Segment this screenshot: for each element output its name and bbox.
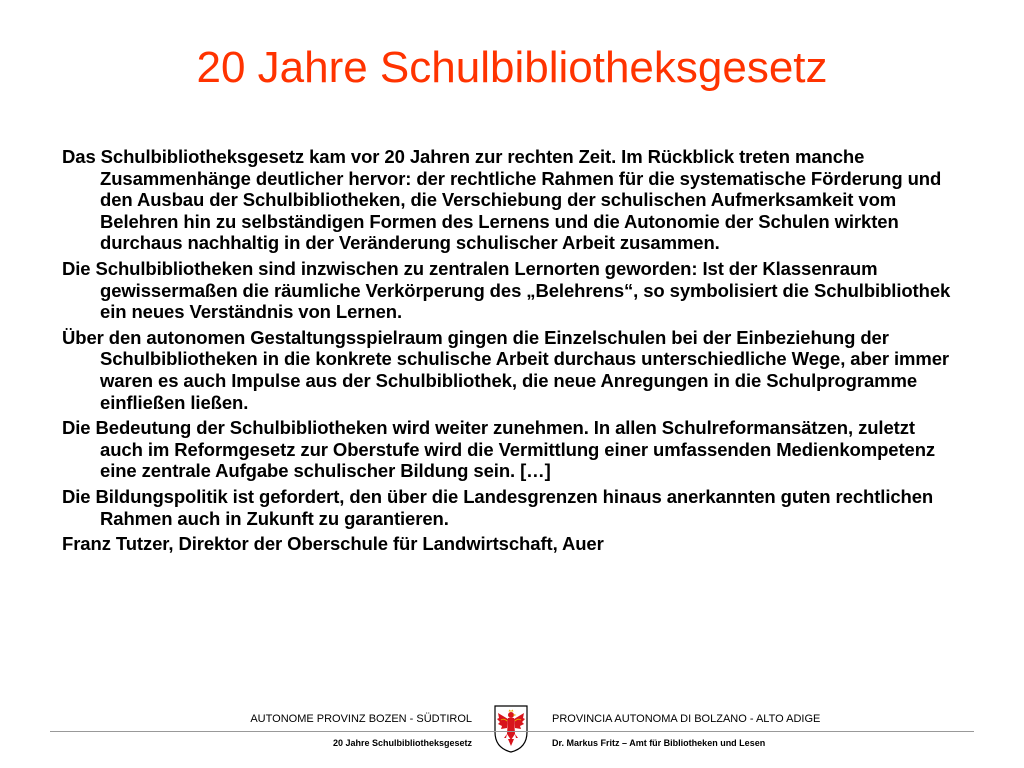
- paragraph: Die Bildungspolitik ist gefordert, den über die Landesgrenzen hinaus anerkannten guten rechtlichen Rahmen auch in Zukunft zu garantieren.: [62, 485, 934, 529]
- footer-divider: [50, 731, 974, 732]
- footer-presentation-title: 20 Jahre Schulbibliotheksgesetz: [332, 738, 472, 748]
- signature-line: Franz Tutzer, Direktor der Oberschule für Landwirtschaft, Auer: [62, 533, 604, 555]
- paragraph: Die Bedeutung der Schulbibliotheken wird weiter zunehmen. In allen Schulreformansätzen, zuletzt auch im Reformgesetz zur Oberstufe wird die Vermittlung einer umfassenden Medienkompetenz eine zentrale Aufgabe schulischer Bildung sein. […]: [62, 417, 936, 482]
- paragraph: Über den autonomen Gestaltungsspielraum gingen die Einzelschulen bei der Einbeziehung der Schulbibliotheken in die konkrete schulische Arbeit durchaus unterschiedliche Wege, aber immer waren es auch Impulse aus der Schulbibliothek, die neue Anregungen in die Schulprogramme einfließen ließen.: [62, 326, 950, 413]
- footer-author: Dr. Markus Fritz – Amt für Bibliotheken und Lesen: [552, 738, 766, 748]
- footer-province-italian: PROVINCIA AUTONOMA DI BOLZANO - ALTO ADIGE: [552, 713, 821, 725]
- south-tyrol-eagle-coat-of-arms-icon: [493, 704, 529, 754]
- slide-title: 20 Jahre Schulbibliotheksgesetz: [196, 43, 828, 92]
- paragraph: Das Schulbibliotheksgesetz kam vor 20 Jahren zur rechten Zeit. Im Rückblick treten manche Zusammenhänge deutlicher hervor: der rechtliche Rahmen für die systematische Förderung und den Ausbau der Schulbibliotheken, die Verschiebung der schulischen Aufmerksamkeit vom Belehren hin zu selbständigen Formen des Lernens und die Autonomie der Schulen wirkten durchaus nachhaltig in der Veränderung schulischer Arbeit zusammen.: [62, 146, 942, 254]
- body-text: [62, 146, 962, 559]
- paragraph: Die Schulbibliotheken sind inzwischen zu zentralen Lernorten geworden: Ist der Klassenraum gewissermaßen die räumliche Verkörperung des „Belehrens“, so symbolisiert die Schulbibliothek ein neues Verständnis von Lernen.: [62, 257, 951, 323]
- footer-province-german: AUTONOME PROVINZ BOZEN - SÜDTIROL: [250, 713, 472, 725]
